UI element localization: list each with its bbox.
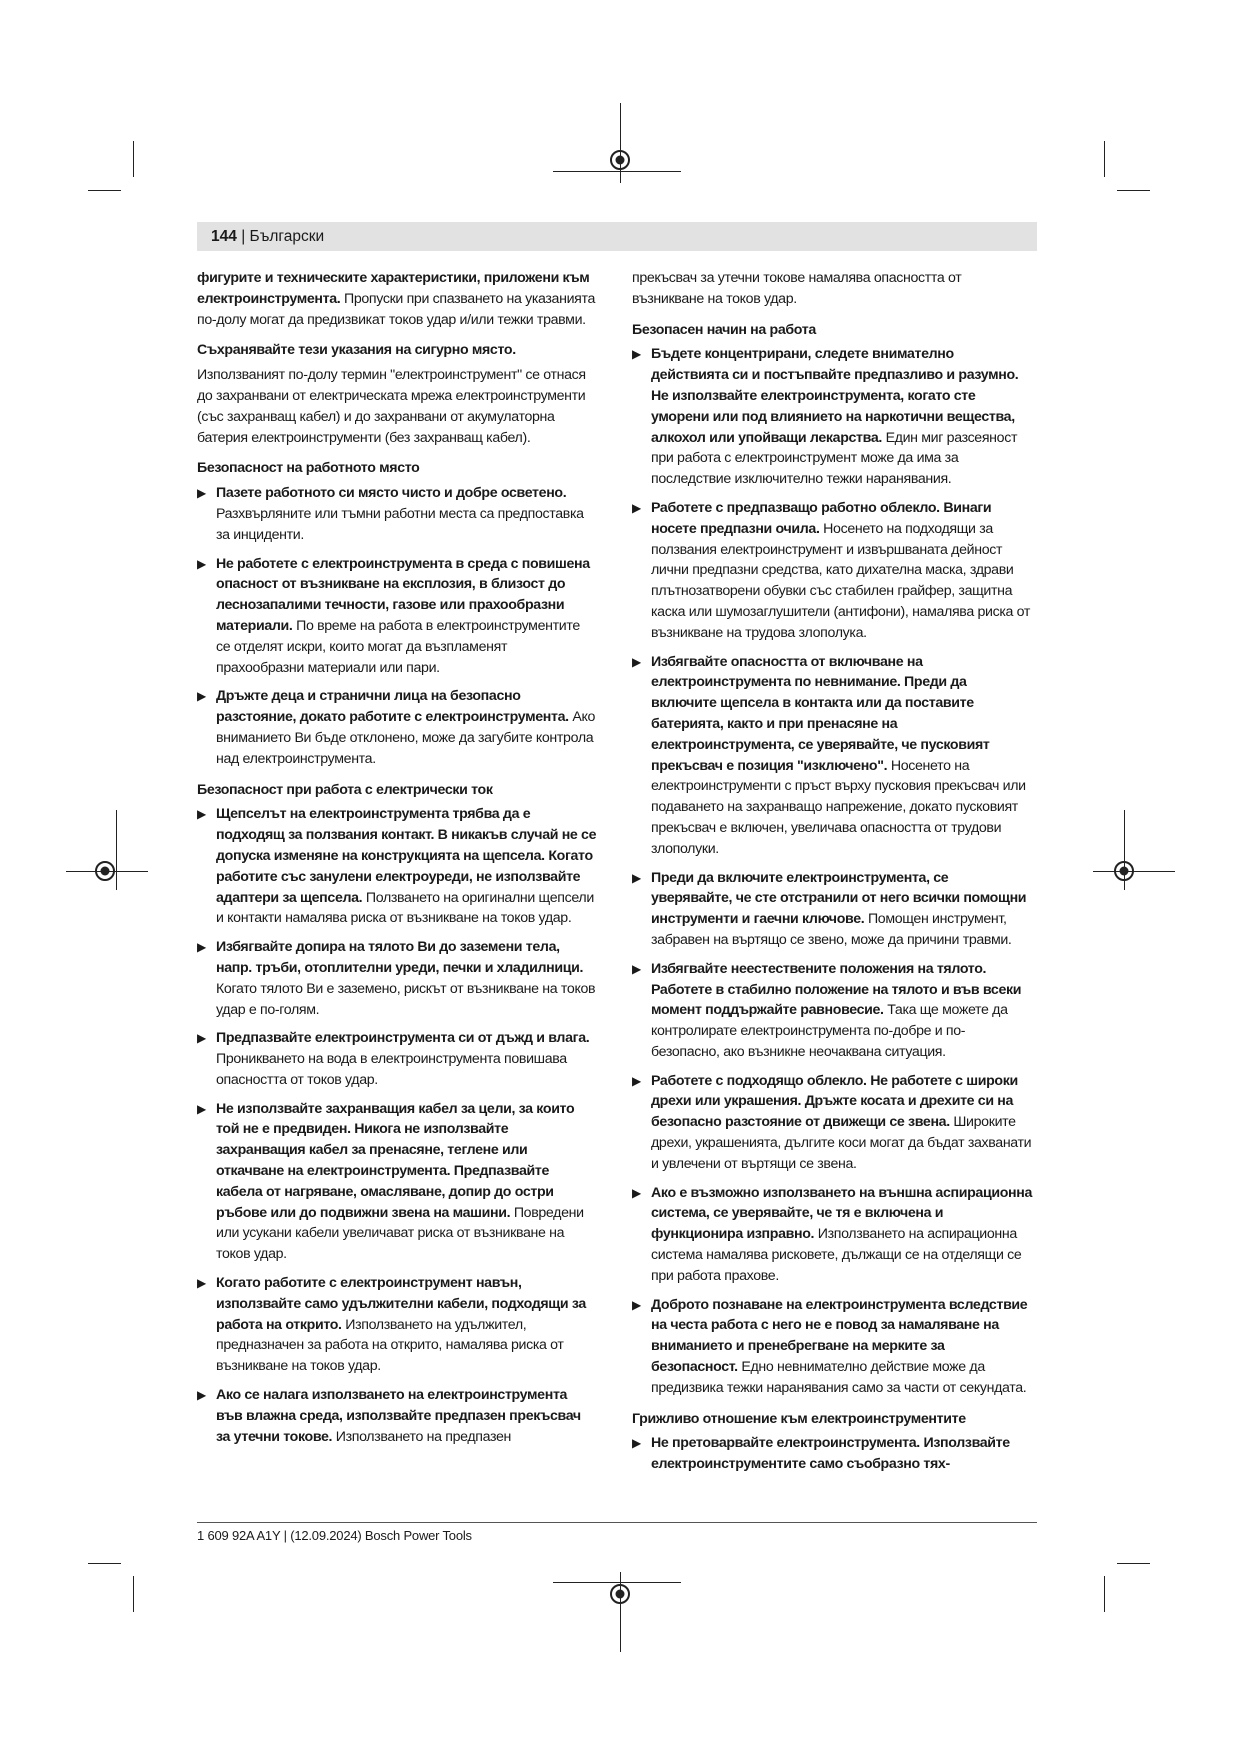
section-heading-safe-work: Безопасен начин на работа (632, 321, 816, 338)
bullet-triangle-icon: ▶ (197, 486, 206, 501)
item-text: Използването на предпазен (335, 1428, 512, 1445)
list-item (197, 554, 597, 679)
registration-target-icon (609, 1583, 631, 1605)
item-bold: Преди да включите електроинструмента, се уверявайте, че сте отстранили от него всички помощни инструменти и гаечни ключове. (651, 869, 1027, 928)
item-bold: Работете с предпазващо работно облекло. Винаги носете предпазни очила. (651, 499, 992, 537)
bullet-triangle-icon: ▶ (197, 1276, 206, 1291)
item-text: Използването на удължител, предназначен за работа на открито, намалява риска от възникване на токов удар. (216, 1316, 564, 1375)
item-text: Повредени или усукани кабели увеличават риска от възникване на токов удар. (216, 1204, 584, 1263)
registration-line (553, 171, 681, 172)
list-item (197, 804, 597, 929)
item-text: Широките дрехи, украшенията, дългите коси могат да бъдат захванати и увлечени от въртящи се звена. (651, 1114, 1032, 1172)
section-heading-electrical: Безопасност при работа с електрически ток (197, 781, 493, 798)
item-bold: Ако се налага използването на електроинструмента във влажна среда, използвайте предпазен прекъсвач за утечни токове. (216, 1387, 581, 1445)
page-number: 144 (211, 228, 237, 245)
item-text: Така ще можете да контролирате електроинструмента по-добре и по-безопасно, ако възникне неочаквана ситуация. (651, 1002, 1008, 1060)
list-item (632, 498, 1032, 644)
crop-mark (88, 1563, 121, 1564)
crop-mark (133, 1576, 134, 1612)
list-item (632, 1295, 1032, 1399)
crop-mark (1117, 1563, 1150, 1564)
list-item (197, 1385, 597, 1447)
intro-text: Пропуски при спазването на указанията по-долу могат да предизвикат токов удар и/или тежки травми. (197, 290, 596, 328)
list-item (197, 1028, 597, 1090)
bullet-triangle-icon: ▶ (632, 1297, 641, 1312)
item-bold: Предпазвайте електроинструмента си от дъжд и влага. (216, 1030, 590, 1047)
item-bold: Работете с подходящо облекло. Не работете с широки дрехи или украшения. Дръжте косата и дрехите си на безопасно разстояние от движещи се звена. (651, 1072, 1018, 1131)
item-bold: Избягвайте опасността от включване на електроинструмента по невнимание. Преди да включите щепсела в контакта или да поставите батерията, както и при пренасяне на електроинструмента, се уверявайте, че пусковият прекъсвач е позиция "изключено". (651, 653, 990, 774)
item-text: Един миг разсеяност при работа с електроинструмент може да има за последствие изключително тежки наранявания. (651, 429, 1018, 488)
item-bold: Не използвайте захранващия кабел за цели, за които той не е предвиден. Никога не използвайте захранващия кабел за пренасяне, теглене или откачване на електроинструмента. Предпазвайте кабела от нагряване, омасляване, допир до остри ръбове или до подвижни звена на машини. (216, 1100, 575, 1221)
item-bold: Когато работите с електроинструмент навън, използвайте само удължителни кабели, подходящи за работа на открито. (216, 1275, 586, 1333)
bullet-triangle-icon: ▶ (197, 807, 206, 822)
bullet-triangle-icon: ▶ (632, 870, 641, 885)
list-item (197, 1099, 597, 1265)
bullet-triangle-icon: ▶ (197, 1101, 206, 1116)
item-bold: Избягвайте допира на тялото Ви до заземени тела, напр. тръби, отоплителни уреди, печки и хладилници. (216, 939, 584, 976)
registration-target-icon (609, 149, 631, 171)
crop-mark (1117, 190, 1150, 191)
bullet-triangle-icon: ▶ (197, 1031, 206, 1046)
item-text: Помощен инструмент, забравен на въртящо се звено, може да причини травми. (651, 911, 1012, 948)
list-item (632, 1433, 1032, 1475)
right-column (632, 268, 1032, 1483)
bullet-triangle-icon: ▶ (632, 500, 641, 515)
footer-rule (197, 1522, 1037, 1523)
item-bold: Доброто познаване на електроинструмента вследствие на честа работа с него не е повод за намаляване на вниманието и пренебрегване на мерките за безопасност. (651, 1296, 1028, 1376)
item-text: Когато тялото Ви е заземено, рискът от възникване на токов удар е по-голям. (216, 980, 596, 1018)
item-text: Едно невнимателно действие може да предизвика тежки наранявания само за части от секундата. (651, 1359, 1027, 1396)
page-footer: 1 609 92A A1Y | (12.09.2024) Bosch Power Tools (197, 1528, 472, 1543)
intro-paragraph (197, 268, 597, 330)
crop-mark (133, 141, 134, 177)
section-heading-tool-care: Грижливо отношение към електроинструментите (632, 1410, 966, 1427)
list-item (632, 1183, 1032, 1287)
item-bold: Не работете с електроинструмента в среда с повишена опасност от възникване на експлозия, в близост до леснозапалими течности, газове или прахообразни материали. (216, 555, 590, 634)
list-item (632, 1071, 1032, 1175)
crop-mark (1104, 141, 1105, 177)
list-item (632, 344, 1032, 490)
list-item (197, 937, 597, 1020)
bullet-triangle-icon: ▶ (632, 1436, 641, 1451)
bullet-triangle-icon: ▶ (632, 961, 641, 976)
item-text: Разхвърляните или тъмни работни места са предпоставка за инциденти. (216, 505, 584, 543)
intro-bold: фигурите и техническите характеристики, приложени към електроинструмента. (197, 270, 590, 307)
item-bold: Щепселът на електроинструмента трябва да е подходящ за ползвания контакт. В никакъв случай не се допуска изменяне на конструкцията на щепсела. Когато работите със занулени електроуреди, не използвайте адаптери за щепсела. (216, 806, 597, 906)
item-bold: Дръжте деца и странични лица на безопасно разстояние, докато работите с електроинструмента. (216, 688, 569, 726)
page-header (211, 228, 324, 246)
header-separator: | (241, 228, 250, 245)
section-heading-workplace: Безопасност на работното място (197, 460, 420, 477)
crop-mark (88, 190, 121, 191)
list-item (197, 1273, 597, 1377)
item-bold: Пазете работното си място чисто и добре осветено. (216, 485, 567, 502)
item-bold: Избягвайте неестествените положения на тялото. Работете в стабилно положение на тялото и във всеки момент поддържайте равновесие. (651, 960, 1022, 1019)
list-item (197, 483, 597, 545)
item-bold: Не претоварвайте електроинструмента. Използвайте електроинструментите само съобразно тях- (651, 1435, 1010, 1473)
item-bold: Ако е възможно използването на външна аспирационна система, се уверявайте, че тя е включена и функционира изправно. (651, 1184, 1032, 1243)
continuation-paragraph: прекъсвач за утечни токове намалява опасността от възникване на токов удар. (632, 270, 962, 307)
bullet-triangle-icon: ▶ (197, 556, 206, 571)
item-text: Носенето на подходящи за ползвания електроинструмент и извършваната дейност лични предпазни средства, като дихателна маска, здрави плътнозатворени обувки със стабилен грайфер, защитна каска или шумозаглушители (антифони), намалява риска от възникване на трудова злополука. (651, 520, 1030, 641)
bullet-triangle-icon: ▶ (632, 1185, 641, 1200)
item-text: Използването на аспирационна система намалява рисковете, дължащи се на отделящи се при работа прахове. (651, 1226, 1022, 1284)
registration-line (116, 810, 117, 890)
bullet-triangle-icon: ▶ (197, 1388, 206, 1403)
item-text: Проникването на вода в електроинструмента повишава опасността от токов удар. (216, 1051, 567, 1088)
item-text: Носенето на електроинструменти с пръст върху пусковия прекъсвач или подаването на захранващо напрежение, докато пусковият прекъсвач е включен, увеличава опасността от трудови злополуки. (651, 757, 1026, 857)
bullet-triangle-icon: ▶ (197, 940, 206, 955)
keep-notice: Съхранявайте тези указания на сигурно място. (197, 342, 516, 359)
crop-mark (1104, 1576, 1105, 1612)
bullet-triangle-icon: ▶ (632, 347, 641, 362)
list-item (632, 959, 1032, 1063)
left-column (197, 268, 597, 1455)
item-text: По време на работа в електроинструментите се отделят искри, които могат да възпламенят прахообразни материали или пари. (216, 617, 580, 676)
bullet-triangle-icon: ▶ (632, 654, 641, 669)
list-item (632, 652, 1032, 860)
bullet-triangle-icon: ▶ (197, 689, 206, 704)
bullet-triangle-icon: ▶ (632, 1073, 641, 1088)
item-text: Ако вниманието Ви бъде отклонено, може да загубите контрола над електроинструмента. (216, 709, 596, 767)
registration-target-icon (1113, 860, 1135, 882)
item-bold: Бъдете концентрирани, следете внимателно действията си и постъпвайте предпазливо и разумно. Не използвайте електроинструмента, когато сте уморени или под влиянието на наркотични вещества, алкохол или упойващи лекарства. (651, 346, 1019, 446)
term-paragraph: Използваният по-долу термин "електроинструмент" се отнася до захранвани от електрическата мрежа електроинструменти (със захранващ кабел) и до захранвани от акумулаторна батерия електроинструменти (без захранващ кабел). (197, 367, 586, 446)
registration-target-icon (94, 860, 116, 882)
language-label: Български (249, 228, 325, 245)
list-item (632, 868, 1032, 951)
list-item (197, 686, 597, 769)
item-text: Ползването на оригинални щепсели и контакти намалява риска от възникване на токов удар. (216, 889, 594, 927)
